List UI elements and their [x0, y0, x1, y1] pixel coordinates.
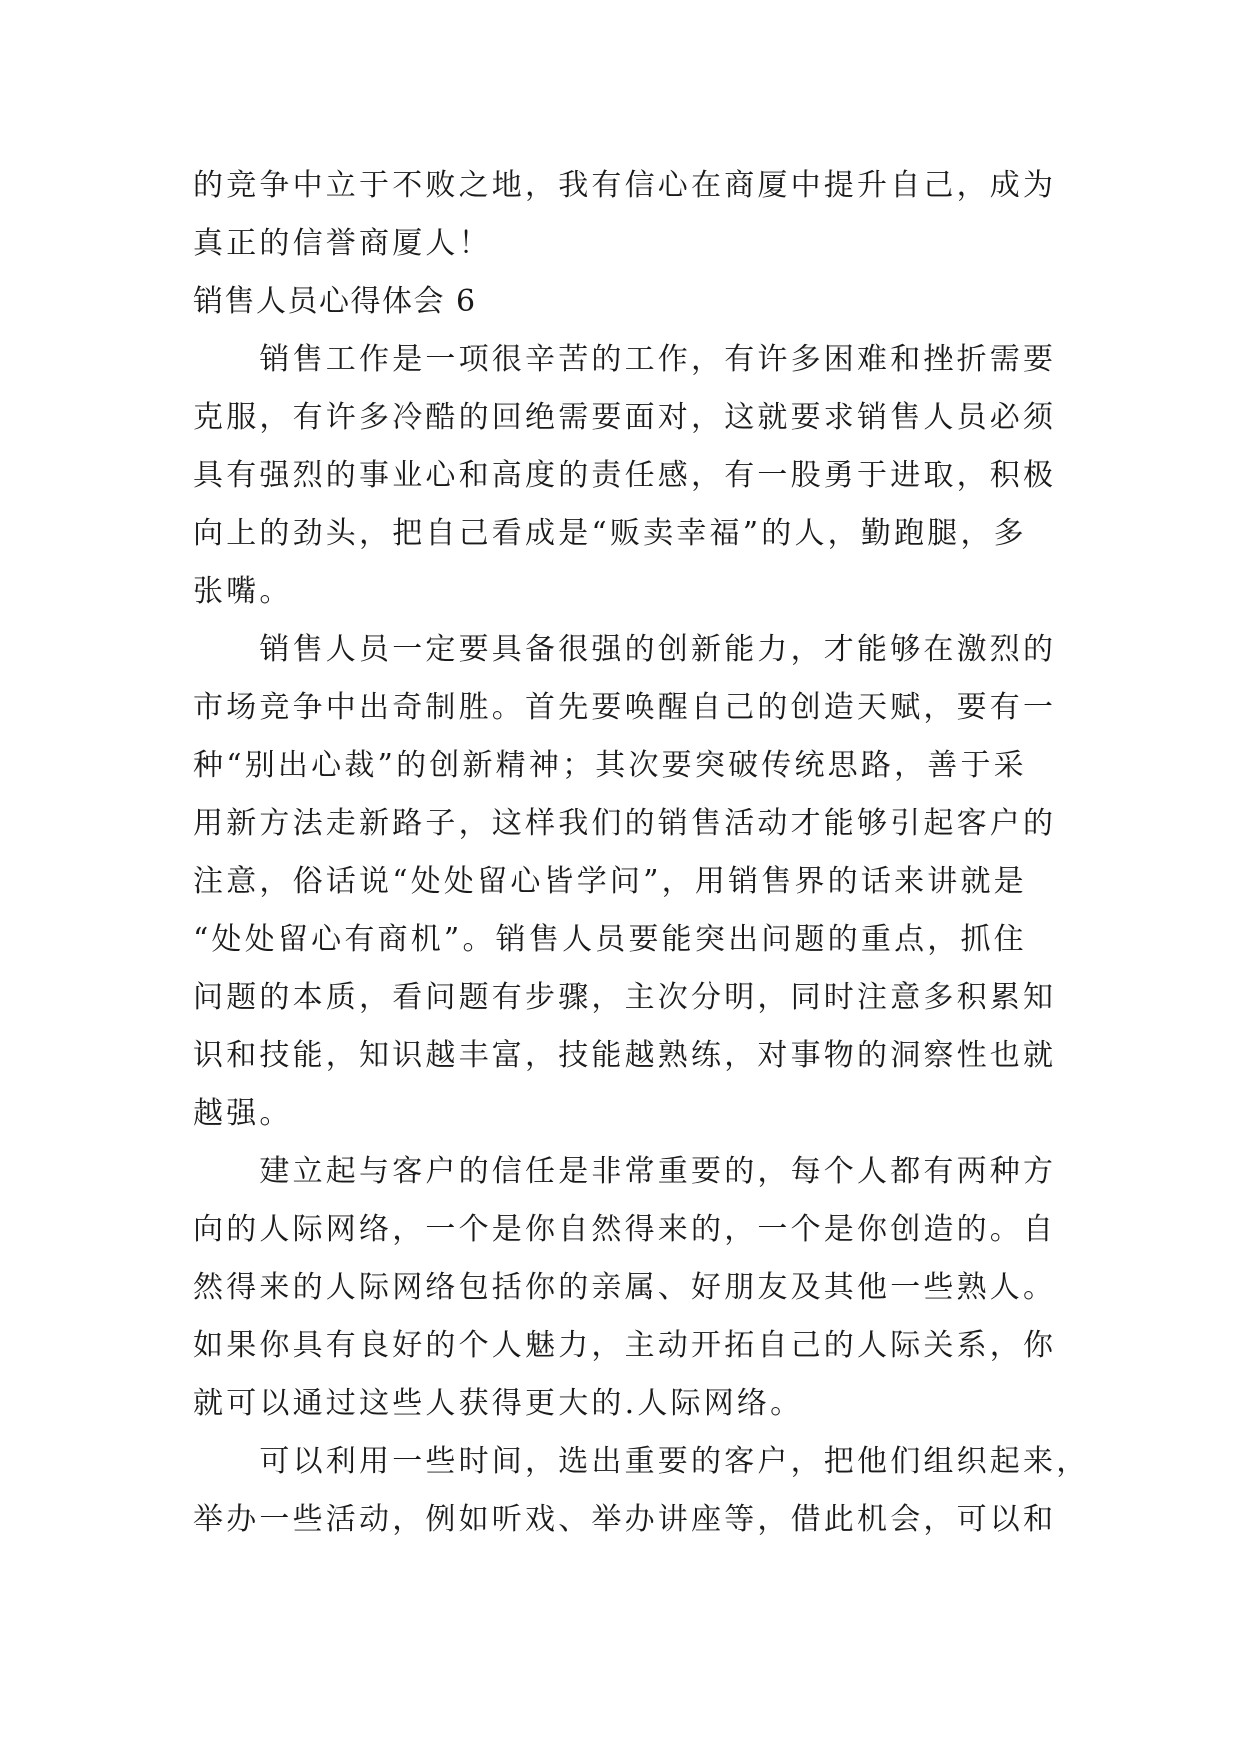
- text-line: 越强。: [193, 1096, 293, 1131]
- text-line: 问题的本质，看问题有步骤，主次分明，同时注意多积累知: [193, 980, 1057, 1015]
- section-heading: 销售人员心得体会 6: [193, 284, 477, 319]
- text-line: 举办一些活动，例如听戏、举办讲座等，借此机会，可以和: [193, 1502, 1057, 1537]
- text-line: 如果你具有良好的个人魅力，主动开拓自己的人际关系，你: [193, 1328, 1057, 1363]
- text-line: 识和技能，知识越丰富，技能越熟练，对事物的洞察性也就: [193, 1038, 1057, 1073]
- text-line: “处处留心有商机”。销售人员要能突出问题的重点，抓住: [193, 922, 1027, 957]
- text-line: 就可以通过这些人获得更大的.人际网络。: [193, 1386, 804, 1421]
- text-line: 种“别出心裁”的创新精神；其次要突破传统思路，善于采: [193, 748, 1027, 783]
- text-line: 张嘴。: [193, 574, 293, 609]
- text-line: 然得来的人际网络包括你的亲属、好朋友及其他一些熟人。: [193, 1270, 1057, 1305]
- text-line: 注意，俗话说“处处留心皆学问”，用销售界的话来讲就是: [193, 864, 1027, 899]
- text-line: 向的人际网络，一个是你自然得来的，一个是你创造的。自: [193, 1212, 1057, 1247]
- text-line: 克服，有许多冷酷的回绝需要面对，这就要求销售人员必须: [193, 400, 1057, 435]
- text-line: 具有强烈的事业心和高度的责任感，有一股勇于进取，积极: [193, 458, 1057, 493]
- text-line: 销售人员一定要具备很强的创新能力，才能够在激烈的: [193, 632, 1057, 667]
- text-line: 建立起与客户的信任是非常重要的，每个人都有两种方: [193, 1154, 1057, 1189]
- text-line: 的竞争中立于不败之地，我有信心在商厦中提升自己，成为: [193, 168, 1057, 203]
- text-line: 真正的信誉商厦人！: [193, 226, 492, 261]
- text-line: 销售工作是一项很辛苦的工作，有许多困难和挫折需要: [193, 342, 1057, 377]
- text-line: 可以利用一些时间，选出重要的客户，把他们组织起来，: [193, 1444, 1090, 1479]
- text-line: 用新方法走新路子，这样我们的销售活动才能够引起客户的: [193, 806, 1057, 841]
- text-line: 市场竞争中出奇制胜。首先要唤醒自己的创造天赋，要有一: [193, 690, 1057, 725]
- text-line: 向上的劲头，把自己看成是“贩卖幸福”的人，勤跑腿，多: [193, 516, 1027, 551]
